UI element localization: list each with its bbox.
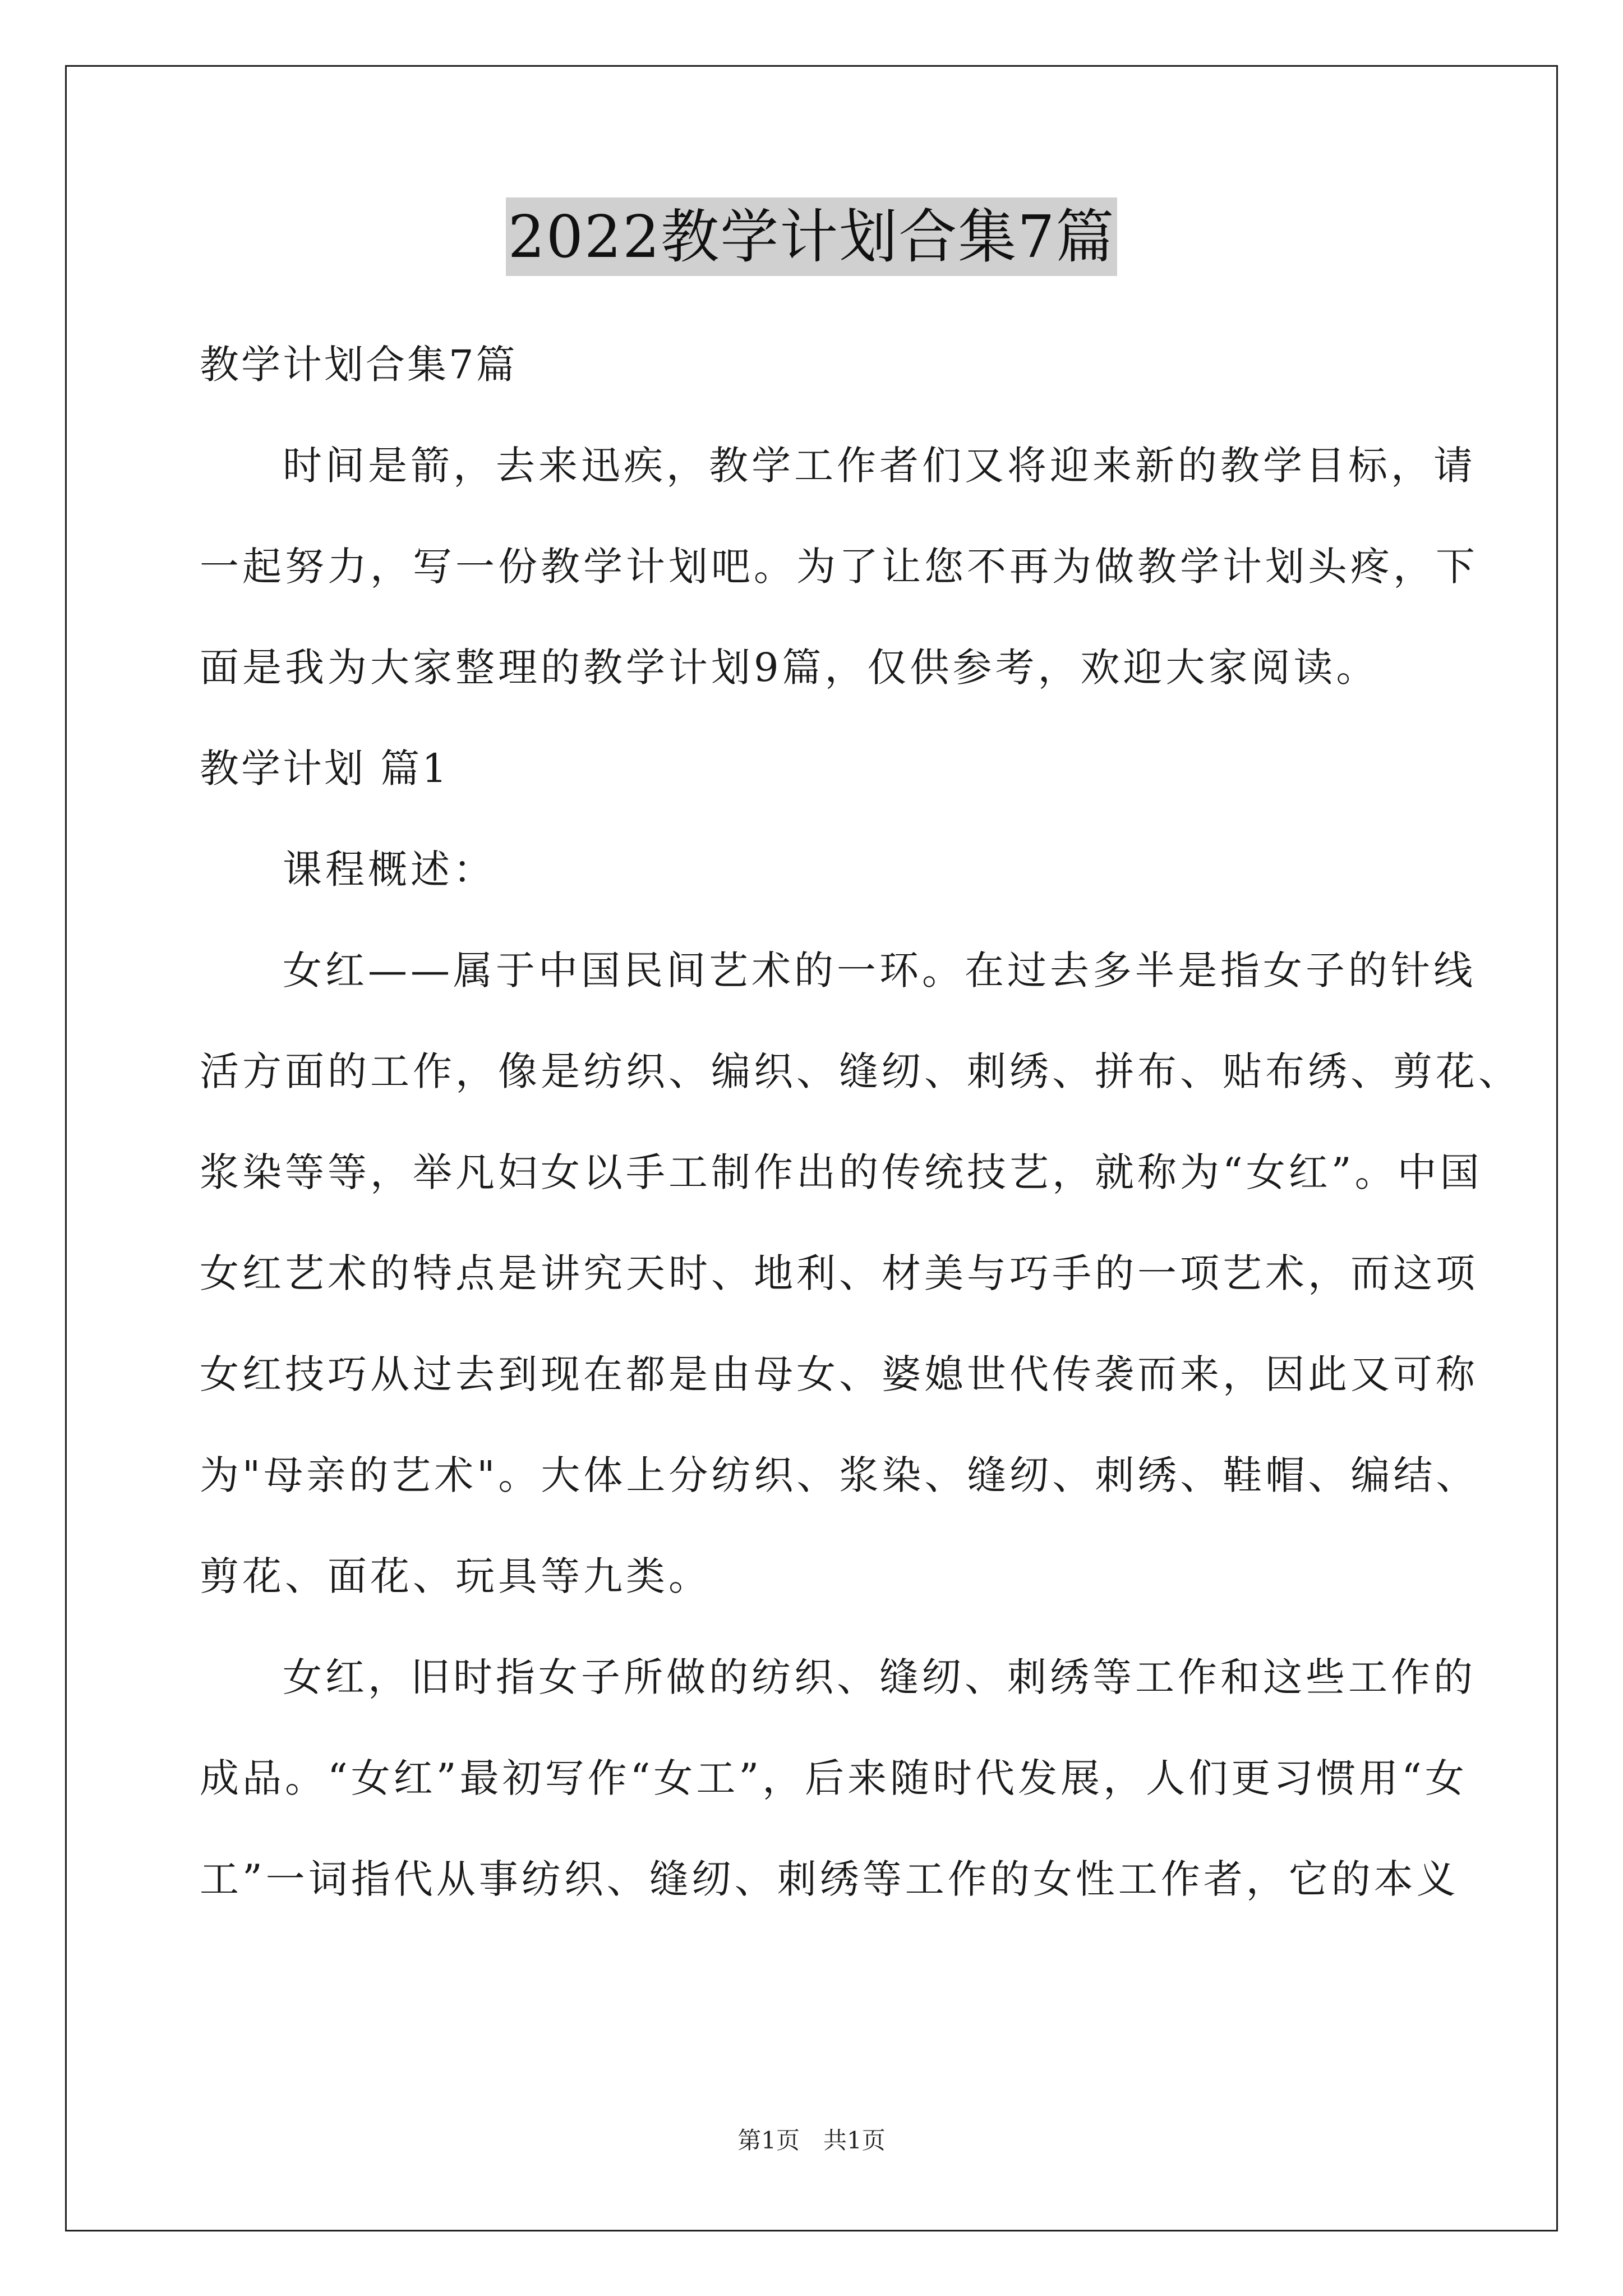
text-line: 女红——属于中国民间艺术的一环。在过去多半是指女子的针线 [283,947,1476,993]
document-body [200,314,1521,1930]
page-footer: 第1页 共1页 [737,2127,886,2154]
text-line: 工”一词指代从事纺织、缝纫、刺绣等工作的女性工作者，它的本义 [200,1856,1459,1902]
section-heading: 教学计划 篇1 [200,746,449,792]
document-subtitle: 教学计划合集7篇 [200,342,518,388]
text-line: 剪花、面花、玩具等九类。 [200,1553,711,1599]
text-line: 女红，旧时指女子所做的纺织、缝纫、刺绣等工作和这些工作的 [283,1654,1476,1700]
text-line: 一起努力，写一份教学计划吧。为了让您不再为做教学计划头疼，下 [200,544,1478,590]
text-line: 课程概述： [283,846,496,892]
text-line: 为"母亲的艺术"。大体上分纺织、浆染、缝纫、刺绣、鞋帽、编结、 [200,1452,1479,1498]
text-line: 活方面的工作，像是纺织、编织、缝纫、刺绣、拼布、贴布绣、剪花、 [200,1048,1521,1094]
text-line: 女红技巧从过去到现在都是由母女、婆媳世代传袭而来，因此又可称 [200,1351,1478,1397]
paragraph-lines [200,415,1521,1930]
text-line: 面是我为大家整理的教学计划9篇，仅供参考，欢迎大家阅读。 [200,645,1379,691]
text-line: 时间是箭，去来迅疾，教学工作者们又将迎来新的教学目标，请 [283,443,1476,489]
text-line: 浆染等等，举凡妇女以手工制作出的传统技艺，就称为“女红”。中国 [200,1149,1483,1195]
title-container [0,197,1623,276]
text-line: 女红艺术的特点是讲究天时、地利、材美与巧手的一项艺术，而这项 [200,1250,1478,1296]
document-title: 2022教学计划合集7篇 [506,197,1118,276]
text-line: 成品。“女红”最初写作“女工”，后来随时代发展，人们更习惯用“女 [200,1755,1468,1801]
